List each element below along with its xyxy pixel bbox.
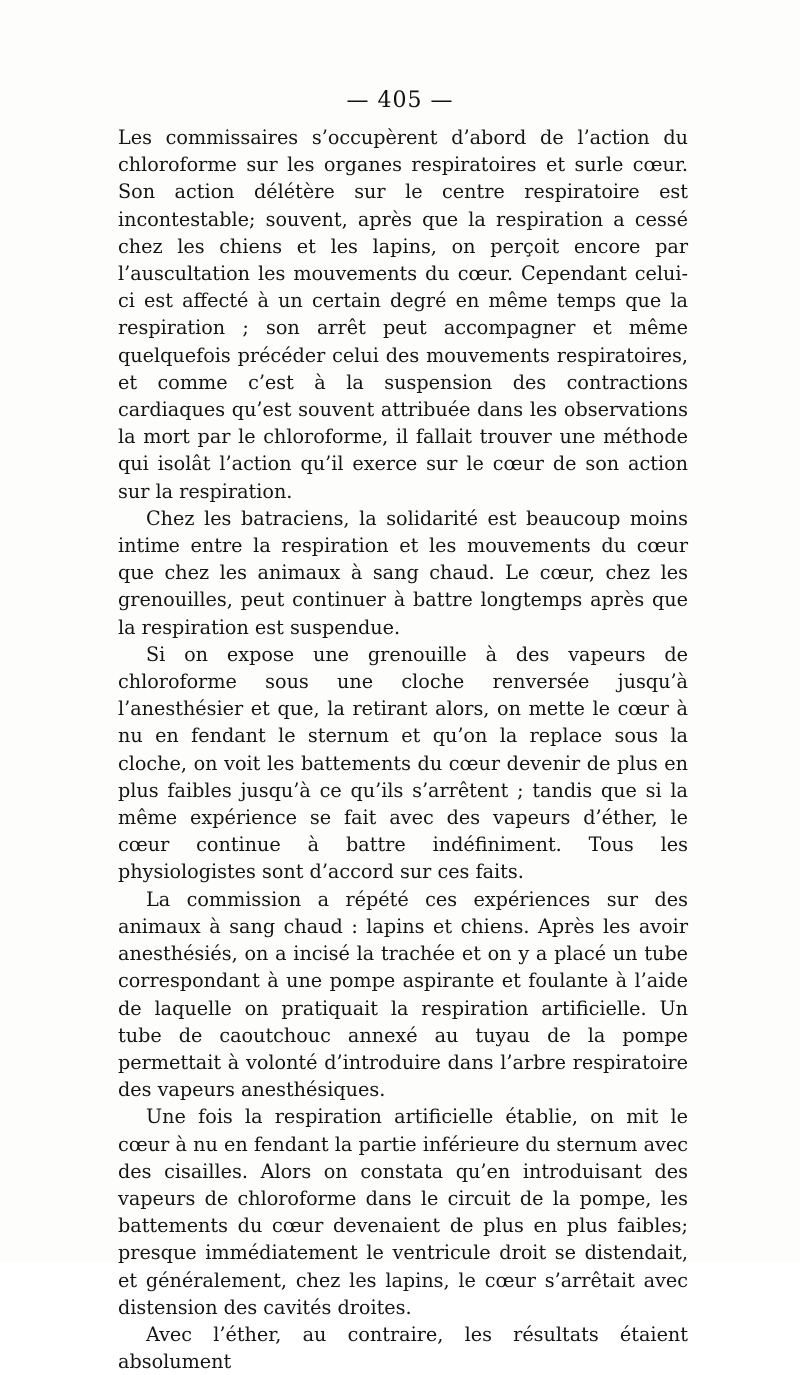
paragraph-4: La commission a répété ces expériences sur des animaux à sang chaud : lapins et chiens. Après les avoir anesthésiés, on a incisé la trachée et on y a placé un tube correspondant à une pompe aspirante et foulante à l’aide de laquelle on pratiquait la respiration artificielle. Un tube de caoutchouc annexé au tuyau de la pompe permettait à volonté d’introduire dans l’arbre respiratoire des vapeurs anesthésiques. xyxy=(118,887,688,1102)
body-text xyxy=(118,124,688,1375)
paragraph-6: Avec l’éther, au contraire, les résultats étaient absolument xyxy=(118,1322,688,1374)
paragraph-3: Si on expose une grenouille à des vapeurs de chloroforme sous une cloche renversée jusqu’à l’anesthésier et que, la retirant alors, on mette le cœur à nu en fendant le sternum et qu’on la replace sous la cloche, on voit les battements du cœur devenir de plus en plus faibles jusqu’à ce qu’ils s’arrêtent ; tandis que si la même expérience se fait avec des vapeurs d’éther, le cœur continue à battre indéfiniment. Tous les physiologistes sont d’accord sur ces faits. xyxy=(118,642,688,884)
paragraph-2: Chez les batraciens, la solidarité est beaucoup moins intime entre la respiration et les mouvements du cœur que chez les animaux à sang chaud. Le cœur, chez les grenouilles, peut continuer à battre longtemps après que la respiration est suspendue. xyxy=(118,506,688,639)
paragraph-5: Une fois la respiration artificielle établie, on mit le cœur à nu en fendant la partie inférieure du sternum avec des cisailles. Alors on constata qu’en introduisant des vapeurs de chloroforme dans le circuit de la pompe, les battements du cœur devenaient de plus en plus faibles; presque immédiatement le ventricule droit se distendait, et généralement, chez les lapins, le cœur s’arrêtait avec distension des cavités droites. xyxy=(118,1105,688,1319)
page-number: — 405 — xyxy=(346,88,454,113)
paragraph-1: Les commissaires s’occupèrent d’abord de l’action du chloroforme sur les organes respiratoires et surle cœur. Son action délétère sur le centre respiratoire est incontestable; souvent, après que la respiration a cessé chez les chiens et les lapins, on perçoit encore par l’auscultation les mouvements du cœur. Cependant celui-ci est affecté à un certain degré en même temps que la respiration ; son arrêt peut accompagner et même quelquefois précéder celui des mouvements respiratoires, et comme c’est à la suspension des contractions cardiaques qu’est souvent attribuée dans les observations la mort par le chloroforme, il fallait trouver une méthode qui isolât l’action qu’il exerce sur le cœur de son action sur la respiration. xyxy=(118,126,688,503)
